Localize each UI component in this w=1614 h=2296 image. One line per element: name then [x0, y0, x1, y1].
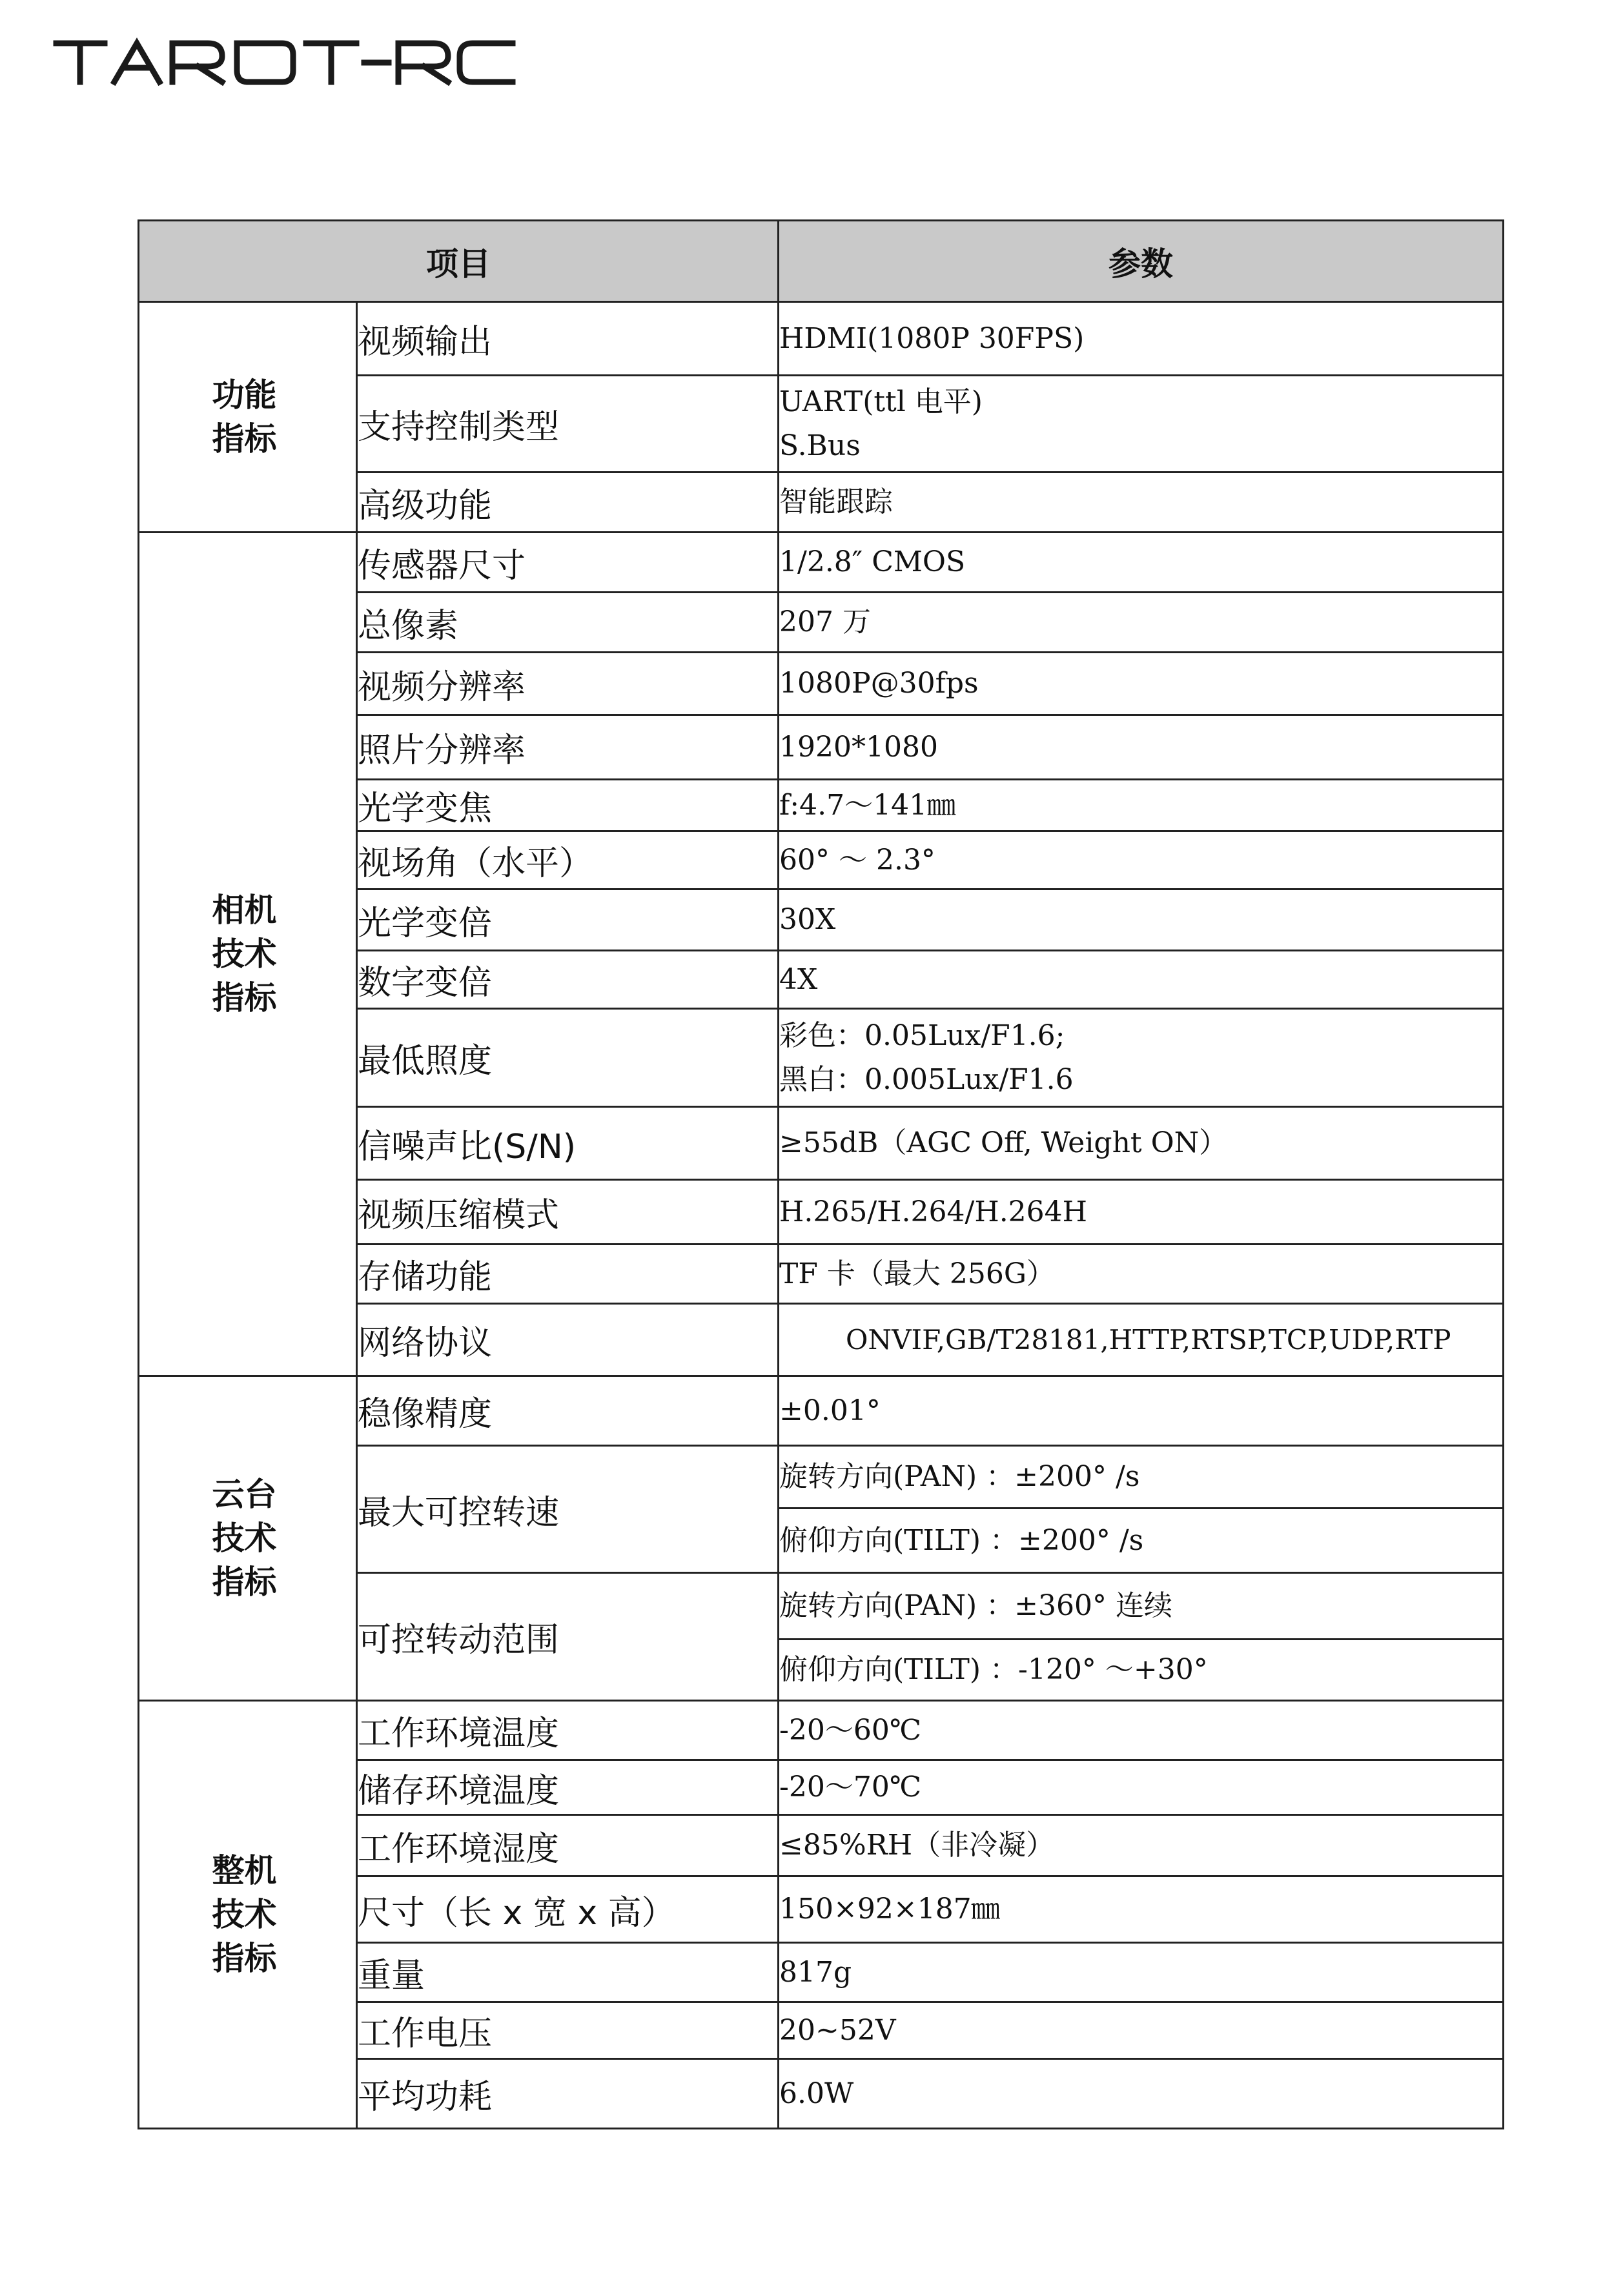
- header-param: 参数: [779, 221, 1504, 302]
- value-cell: -20～70℃: [779, 1760, 1504, 1815]
- value-cell: 智能跟踪: [779, 472, 1504, 533]
- item-cell: 重量: [357, 1943, 779, 2002]
- value-cell: 俯仰方向(TILT) ：±200° /s: [779, 1509, 1504, 1573]
- value-cell: 6.0W: [779, 2059, 1504, 2129]
- item-cell: 视频压缩模式: [357, 1180, 779, 1245]
- item-cell: 支持控制类型: [357, 376, 779, 472]
- logo-wordmark: [53, 36, 518, 87]
- value-cell: ONVIF,GB/T28181,HTTP,RTSP,TCP,UDP,RTP: [779, 1304, 1504, 1376]
- value-cell: 30X: [779, 889, 1504, 951]
- item-cell: 平均功耗: [357, 2059, 779, 2129]
- item-cell: 尺寸（长 x 宽 x 高）: [357, 1876, 779, 1943]
- group-gimbal: [139, 1376, 357, 1701]
- table-row: [139, 302, 1504, 376]
- value-cell: 1/2.8″ CMOS: [779, 533, 1504, 593]
- item-cell: 视频输出: [357, 302, 779, 376]
- value-cell: TF 卡（最大 256G）: [779, 1245, 1504, 1304]
- group-label: 功能 指标: [212, 376, 277, 458]
- value-line: 彩色：0.05Lux/F1.6;: [779, 1019, 1065, 1052]
- value-cell: 旋转方向(PAN) ：±360° 连续: [779, 1573, 1504, 1640]
- group-camera: [139, 533, 357, 1376]
- item-cell: 稳像精度: [357, 1376, 779, 1446]
- value-cell: 150×92×187㎜: [779, 1876, 1504, 1943]
- item-cell: 视场角（水平）: [357, 831, 779, 889]
- value-cell: [779, 1009, 1504, 1107]
- table-header-row: [139, 221, 1504, 302]
- item-cell: 可控转动范围: [357, 1573, 779, 1701]
- value-cell: 817g: [779, 1943, 1504, 2002]
- value-cell: 4X: [779, 951, 1504, 1009]
- value-cell: ≤85%RH（非冷凝）: [779, 1815, 1504, 1876]
- value-cell: 60° ～ 2.3°: [779, 831, 1504, 889]
- table-row: [139, 1701, 1504, 1760]
- value-cell: ±0.01°: [779, 1376, 1504, 1446]
- header-item: 项目: [139, 221, 779, 302]
- item-cell: 高级功能: [357, 472, 779, 533]
- item-cell: 储存环境温度: [357, 1760, 779, 1815]
- group-function: [139, 302, 357, 533]
- value-cell: H.265/H.264/H.264H: [779, 1180, 1504, 1245]
- item-cell: 视频分辨率: [357, 653, 779, 715]
- value-line: S.Bus: [779, 429, 861, 462]
- item-cell: 光学变倍: [357, 889, 779, 951]
- item-cell: 网络协议: [357, 1304, 779, 1376]
- item-cell: 数字变倍: [357, 951, 779, 1009]
- value-line: 黑白：0.005Lux/F1.6: [779, 1062, 1074, 1096]
- value-cell: -20～60℃: [779, 1701, 1504, 1760]
- item-cell: 工作环境温度: [357, 1701, 779, 1760]
- table-row: [139, 1376, 1504, 1446]
- value-cell: f:4.7～141㎜: [779, 780, 1504, 831]
- item-cell: 信噪声比(S/N): [357, 1107, 779, 1180]
- group-label: 整机 技术 指标: [212, 1852, 277, 1977]
- table-row: [139, 533, 1504, 593]
- group-whole: [139, 1701, 357, 2129]
- item-cell: 最低照度: [357, 1009, 779, 1107]
- group-label: 云台 技术 指标: [212, 1476, 277, 1601]
- tarot-rc-logo: [53, 36, 518, 87]
- value-cell: 俯仰方向(TILT) ：-120° ～+30°: [779, 1640, 1504, 1701]
- item-cell: 照片分辨率: [357, 715, 779, 780]
- value-line: UART(ttl 电平): [779, 385, 983, 418]
- value-cell: 旋转方向(PAN) ：±200° /s: [779, 1446, 1504, 1509]
- value-cell: ≥55dB（AGC Off, Weight ON）: [779, 1107, 1504, 1180]
- value-cell: 20~52V: [779, 2002, 1504, 2059]
- item-cell: 最大可控转速: [357, 1446, 779, 1573]
- item-cell: 光学变焦: [357, 780, 779, 831]
- value-cell: 1080P@30fps: [779, 653, 1504, 715]
- value-cell: 1920*1080: [779, 715, 1504, 780]
- value-cell: HDMI(1080P 30FPS): [779, 302, 1504, 376]
- item-cell: 存储功能: [357, 1245, 779, 1304]
- item-cell: 总像素: [357, 593, 779, 653]
- value-cell: [779, 376, 1504, 472]
- group-label: 相机 技术 指标: [212, 891, 277, 1017]
- item-cell: 传感器尺寸: [357, 533, 779, 593]
- spec-table: [138, 219, 1504, 2129]
- item-cell: 工作电压: [357, 2002, 779, 2059]
- item-cell: 工作环境湿度: [357, 1815, 779, 1876]
- value-cell: 207 万: [779, 593, 1504, 653]
